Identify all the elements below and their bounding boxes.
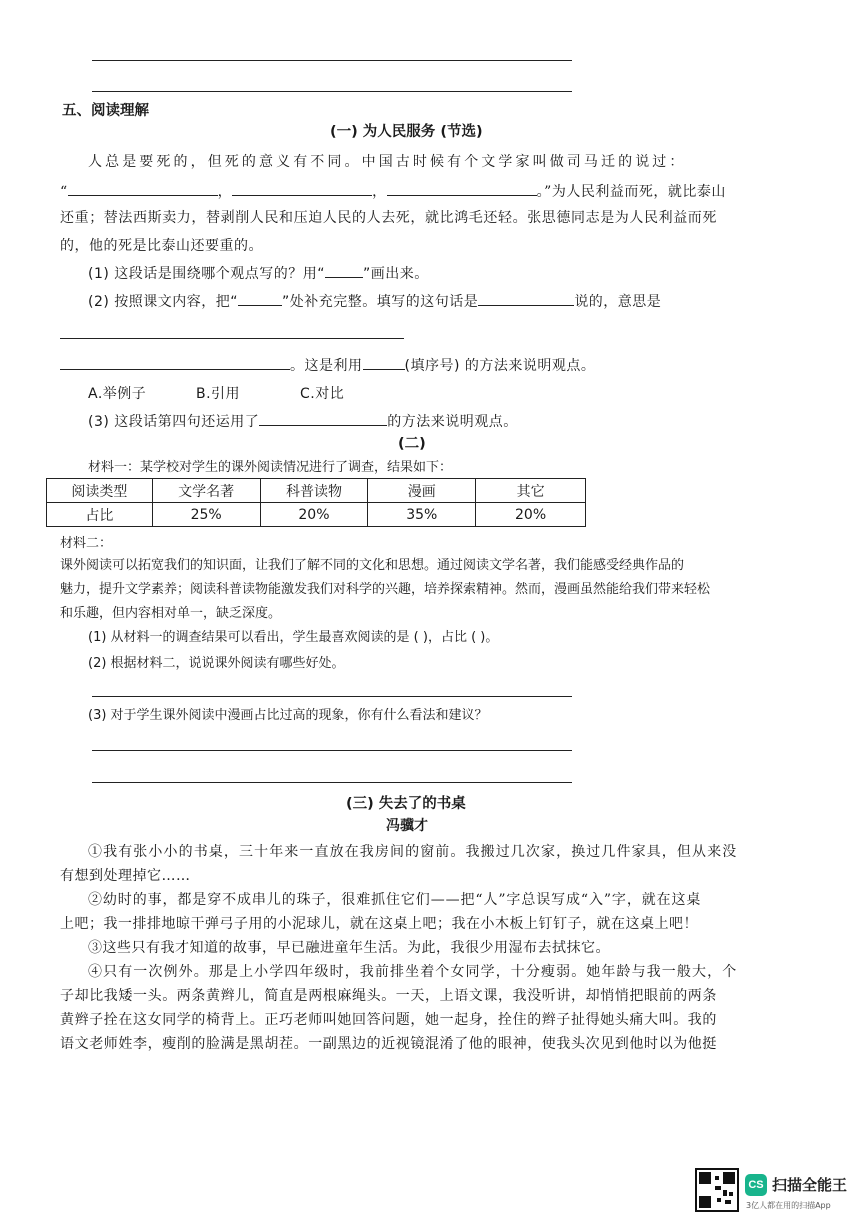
table-cell: 占比 — [47, 503, 153, 527]
option-a: A.举例子 — [88, 386, 147, 402]
sep-2: ， — [372, 184, 387, 200]
part3-line-1: ①我有张小小的书桌，三十年来一直放在我房间的窗前。我搬过几次家，换过几件家具，但从来没 — [88, 844, 738, 860]
part1-para-line2 — [60, 180, 726, 202]
q1-underline-sample — [325, 262, 363, 278]
quote-open: “ — [60, 184, 68, 200]
quote-end: 。”为人民利益而死，就比泰山 — [536, 184, 726, 200]
part1-title: (一) 为人民服务 (节选) — [330, 124, 483, 140]
part3-title: (三) 失去了的书桌 — [346, 796, 466, 812]
brand-tagline: 3亿人都在用的扫描App — [746, 1201, 831, 1210]
part1-para-line3: 还重；替法西斯卖力，替剥削人民和压迫人民的人去死，就比鸿毛还轻。张思德同志是为人民利益而死 — [60, 210, 717, 226]
material2-line-2: 魅力，提升文学素养；阅读科普读物能激发我们对科学的兴趣，培养探索精神。然而，漫画虽然能给我们带来轻松 — [60, 582, 711, 597]
q3-blank[interactable] — [259, 410, 387, 426]
table-row — [47, 503, 586, 527]
q2-line2-end: 。这是利用 — [290, 358, 363, 374]
part2-q2: (2) 根据材料二，说说课外阅读有哪些好处。 — [88, 656, 345, 671]
material2-label: 材料二： — [60, 536, 113, 551]
q2-text-b: ”处补充完整。填写的这句话是 — [282, 294, 479, 310]
table-header-cell: 阅读类型 — [47, 479, 153, 503]
part3-line-5: ③这些只有我才知道的故事，早已融进童年生活。为此，我很少用湿布去拭抹它。 — [88, 940, 610, 956]
q2-method-blank[interactable] — [363, 354, 405, 370]
part2-q3: (3) 对于学生课外阅读中漫画占比过高的现象，你有什么看法和建议？ — [88, 708, 488, 723]
q2-text-c: 说的，意思是 — [574, 294, 662, 310]
part2-title: (二) — [398, 436, 426, 452]
q1-text-b: ”画出来。 — [363, 266, 429, 282]
q2-text-a: (2) 按照课文内容，把“ — [88, 294, 239, 310]
part2-q3-answer-line-1[interactable] — [92, 750, 572, 751]
part2-q3-answer-line-2[interactable] — [92, 782, 572, 783]
part2-q1: (1) 从材料一的调查结果可以看出，学生最喜欢阅读的是 ( )，占比 ( )。 — [88, 630, 499, 645]
part3-line-9: 语文老师姓李，瘦削的脸满是黑胡茬。一副黑边的近视镜混淆了他的眼神，使我头次见到他时以为他挺 — [60, 1036, 717, 1052]
brand-name: 扫描全能王 — [772, 1176, 848, 1194]
survey-table — [46, 478, 586, 527]
qr-code-icon — [695, 1168, 739, 1212]
part3-author: 冯骥才 — [386, 818, 428, 834]
q2-meaning-line-2[interactable] — [60, 354, 290, 370]
q2-quote-blank — [238, 290, 282, 306]
q2-line2-tail: (填序号) 的方法来说明观点。 — [404, 358, 596, 374]
table-header-cell: 漫画 — [368, 479, 476, 503]
q3-text-b: 的方法来说明观点。 — [387, 414, 518, 430]
answer-line-top-2 — [92, 91, 572, 92]
table-header-row — [47, 479, 586, 503]
fill-blank-1[interactable] — [68, 180, 218, 196]
material2-line-3: 和乐趣，但内容相对单一，缺乏深度。 — [60, 606, 282, 621]
part1-q3 — [88, 410, 518, 432]
part3-line-3: ②幼时的事，都是穿不成串儿的珠子，很难抓住它们——把“人”字总误写成“入”字，就在这桌 — [88, 892, 702, 908]
part3-line-7: 子却比我矮一头。两条黄辫儿，简直是两根麻绳头。一天，上语文课，我没听讲，却悄悄把眼前的两条 — [60, 988, 717, 1004]
table-cell: 20% — [476, 503, 586, 527]
fill-blank-3[interactable] — [387, 180, 537, 196]
camscanner-logo-icon: CS — [745, 1174, 767, 1196]
q1-text-a: (1) 这段话是围绕哪个观点写的？用“ — [88, 266, 326, 282]
part1-para-line4: 的，他的死是比泰山还要重的。 — [60, 238, 263, 254]
part3-line-6: ④只有一次例外。那是上小学四年级时，我前排坐着个女同学，十分瘦弱。她年龄与我一般大，个 — [88, 964, 738, 980]
table-cell: 25% — [152, 503, 260, 527]
material1: 材料一：某学校对学生的课外阅读情况进行了调查，结果如下： — [88, 460, 453, 475]
material2-line-1: 课外阅读可以拓宽我们的知识面，让我们了解不同的文化和思想。通过阅读文学名著，我们能感受经典作品的 — [60, 558, 685, 573]
table-header-cell: 科普读物 — [260, 479, 368, 503]
part3-line-2: 有想到处理掉它…… — [60, 868, 191, 884]
part3-line-4: 上吧；我一排排地晾干弹弓子用的小泥球儿，就在这桌上吧；我在小木板上钉钉子，就在这桌上吧！ — [60, 916, 698, 932]
option-b: B.引用 — [196, 386, 241, 402]
part1-q1 — [88, 262, 429, 284]
part1-q2 — [88, 290, 661, 312]
answer-line-top-1 — [92, 60, 572, 61]
part1-para-line1: 人总是要死的，但死的意义有不同。中国古时候有个文学家叫做司马迁的说过： — [88, 154, 687, 170]
sep-1: ， — [217, 184, 233, 200]
q3-text-a: (3) 这段话第四句还运用了 — [88, 414, 260, 430]
q2-speaker-blank[interactable] — [478, 290, 574, 306]
table-cell: 20% — [260, 503, 368, 527]
section-heading: 五、阅读理解 — [62, 103, 149, 119]
part3-line-8: 黄辫子拴在这女同学的椅背上。正巧老师叫她回答问题，她一起身，拴住的辫子扯得她头痛大叫。我的 — [60, 1012, 717, 1028]
part2-q2-answer-line[interactable] — [92, 696, 572, 697]
q2-meaning-line-1[interactable] — [60, 338, 404, 339]
table-header-cell: 文学名著 — [152, 479, 260, 503]
part1-q2-line2 — [60, 354, 595, 376]
option-c: C.对比 — [300, 386, 345, 402]
table-header-cell: 其它 — [476, 479, 586, 503]
fill-blank-2[interactable] — [232, 180, 372, 196]
table-cell: 35% — [368, 503, 476, 527]
